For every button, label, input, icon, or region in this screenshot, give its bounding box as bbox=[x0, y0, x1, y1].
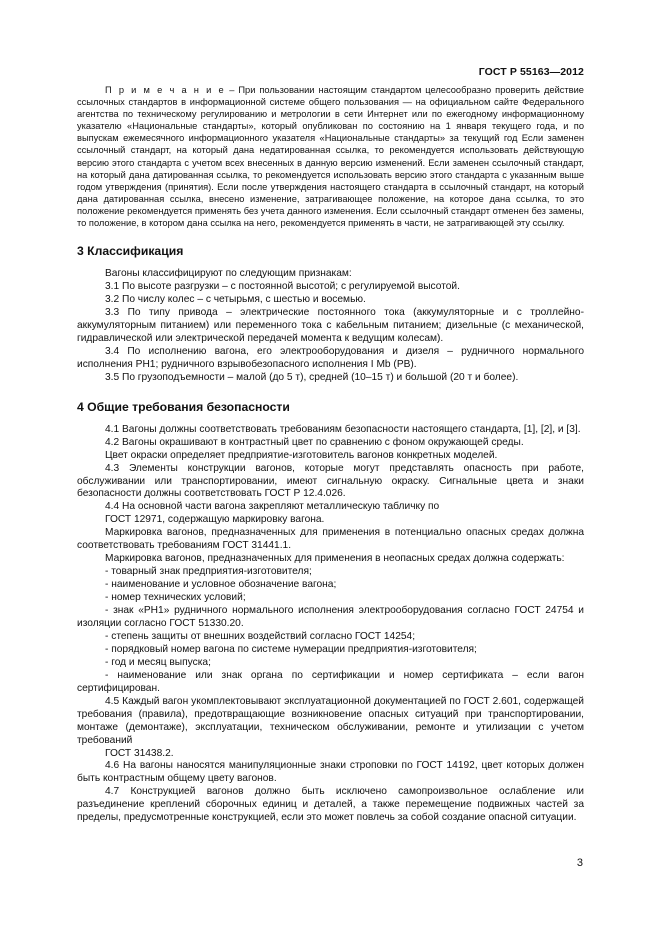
document-code: ГОСТ Р 55163—2012 bbox=[478, 66, 584, 78]
clause-4-5-gost: ГОСТ 31438.2. bbox=[105, 747, 174, 759]
clause-4-5: 4.5 Каждый вагон укомплектовывают эксплуатационной документацией по ГОСТ 2.601, содержащей требования (правила), предотвращающие возникновение опасных ситуаций при транспортировании, монтаже (демонтаже), эксплуатации, техническом обслуживании, ремонте и утилизации с учетом требований bbox=[77, 695, 584, 746]
marking-list-item: - знак «PH1» рудничного нормального исполнения электрооборудования согласно ГОСТ 24754 и изоляции согласно ГОСТ 51330.20. bbox=[77, 605, 584, 629]
marking-list-item: - наименование и условное обозначение вагона; bbox=[105, 579, 337, 591]
clause-4-2: 4.2 Вагоны окрашивают в контрастный цвет по сравнению с фоном окружающей среды. bbox=[105, 436, 524, 448]
clause-4-1: 4.1 Вагоны должны соответствовать требованиям безопасности настоящего стандарта, [1], [2], и [3]. bbox=[105, 423, 581, 435]
section-3-intro: Вагоны классифицируют по следующим признакам: bbox=[105, 268, 352, 280]
marking-list-item: - порядковый номер вагона по системе нумерации предприятия-изготовителя; bbox=[105, 643, 477, 655]
clause-3-2: 3.2 По числу колес – с четырьмя, с шестью и восемью. bbox=[105, 294, 366, 306]
clause-4-4-nonhazardous: Маркировка вагонов, предназначенных для применения в неопасных средах должна содержать: bbox=[105, 553, 565, 565]
section-3-title: 3 Классификация bbox=[77, 244, 184, 259]
clause-4-2-color: Цвет окраски определяет предприятие-изготовитель вагонов конкретных моделей. bbox=[105, 449, 498, 461]
clause-3-3: 3.3 По типу привода – электрические постоянного тока (аккумуляторные и с троллейно-аккумуляторным питанием) или переменного тока с кабельным питанием; дизельные (с механической, гидравлической или электрической передачей момента к ведущим колесам). bbox=[77, 306, 584, 344]
marking-list-item: - товарный знак предприятия-изготовителя; bbox=[105, 566, 312, 578]
clause-4-6: 4.6 На вагоны наносятся манипуляционные знаки строповки по ГОСТ 14192, цвет которых должен быть контрастным общему цвету вагонов. bbox=[77, 760, 584, 785]
clause-3-4: 3.4 По исполнению вагона, его электрооборудования и дизеля – рудничного нормального исполнения РН1; рудничного взрывобезопасного исполнения I Mb (PB). bbox=[77, 345, 584, 370]
clause-3-1: 3.1 По высоте разгрузки – с постоянной высотой; с регулируемой высотой. bbox=[105, 281, 460, 293]
marking-list-item: - наименование или знак органа по сертификации и номер сертификата – если вагон сертифицирован. bbox=[77, 669, 584, 694]
clause-4-7: 4.7 Конструкцией вагонов должно быть исключено самопроизвольное ослабление или разъединение креплений сборочных единиц и деталей, а также перемещение подвижных частей за пределы, предусмотренные конструкцией, если это может повлечь за собой создание опасной ситуации. bbox=[77, 786, 584, 824]
clause-3-5: 3.5 По грузоподъемности – малой (до 5 т), средней (10–15 т) и большой (20 т и более). bbox=[105, 371, 519, 383]
marking-list-item: - степень защиты от внешних воздействий согласно ГОСТ 14254; bbox=[105, 630, 416, 642]
clause-4-4-hazardous: Маркировка вагонов, предназначенных для применения в потенциально опасных средах должна соответствовать требованиям ГОСТ 31441.1. bbox=[77, 527, 584, 552]
marking-list-item: - год и месяц выпуска; bbox=[105, 656, 211, 668]
marking-list-item: - номер технических условий; bbox=[105, 592, 246, 604]
reference-note bbox=[77, 84, 584, 229]
note-label: П р и м е ч а н и е bbox=[105, 85, 226, 95]
clause-4-4-gost: ГОСТ 12971, содержащую маркировку вагона. bbox=[105, 514, 325, 526]
clause-4-4: 4.4 На основной части вагона закрепляют металлическую табличку по bbox=[105, 501, 440, 513]
note-text: – При пользовании настоящим стандартом целесообразно проверить действие ссылочных стандартов в информационной системе общего пользования — на официальном сайте Федерального агентства по техническому регулированию и метрологии в сети Интернет или по ежегодному информационному указателю «Национальные стандарты», который опубликован по состоянию на 1 января текущего года, и по выпускам ежемесячного информационного указателя «Национальные стандарты» за текущий год Если заменен ссылочный стандарт, на который дана недатированная ссылка, то рекомендуется использовать действующую версию этого стандарта с учетом всех внесенных в данную версию изменений. Если заменен ссылочный стандарт, на который дана датированная ссылка, то рекомендуется использовать версию этого стандарта с указанным выше годом утверждения (принятия). Если после утверждения настоящего стандарта в ссылочный стандарт, на который дана датированная ссылка, внесено изменение, затрагивающее положение, на которое дана ссылка, то это положение рекомендуется применять без учета данного изменения. Если ссылочный стандарт отменен без замены, то положение, в котором дана ссылка на него, рекомендуется применять в части, не затрагивающей эту ссылку. bbox=[77, 85, 584, 229]
section-4-title: 4 Общие требования безопасности bbox=[77, 399, 290, 414]
page-number: 3 bbox=[576, 857, 583, 869]
page-content bbox=[77, 84, 584, 825]
clause-4-3: 4.3 Элементы конструкции вагонов, которые могут представлять опасность при работе, обслуживании или транспортировании, имеют сигнальную окраску. Сигнальные цвета и знаки безопасности должны соответствовать ГОСТ Р 12.4.026. bbox=[77, 462, 584, 500]
